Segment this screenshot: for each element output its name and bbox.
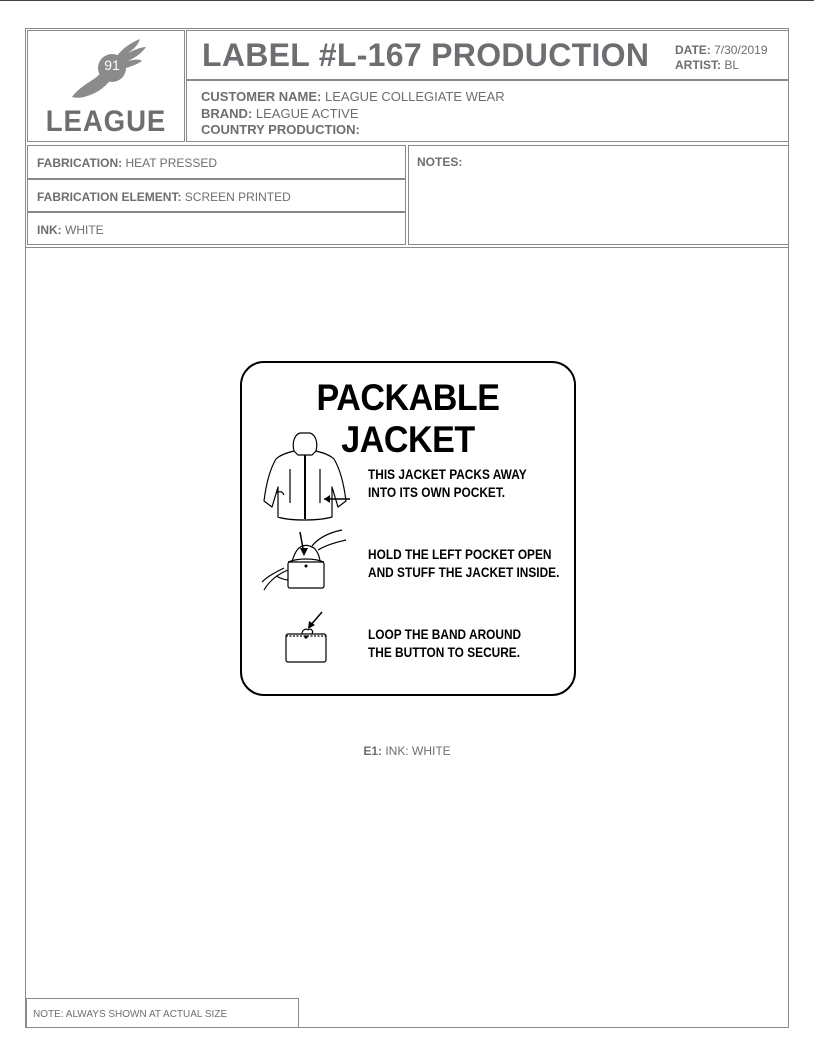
notes-panel — [408, 145, 789, 245]
notes-label: NOTES: — [417, 155, 463, 169]
element-note — [0, 744, 814, 758]
footer-note: NOTE: ALWAYS SHOWN AT ACTUAL SIZE — [33, 1009, 228, 1020]
fabrication-element-label: FABRICATION ELEMENT: — [37, 190, 182, 204]
element-note-value: INK: WHITE — [385, 744, 451, 758]
brand-label: BRAND: — [201, 105, 253, 121]
section-divider — [25, 247, 789, 248]
ink-label: INK: — [37, 223, 62, 237]
element-note-label: E1: — [363, 744, 382, 758]
country-label: COUNTRY PRODUCTION: — [201, 122, 360, 137]
step-1-text — [368, 466, 548, 502]
jacket-icon — [260, 429, 360, 524]
step-1-line-2: INTO ITS OWN POCKET. — [368, 485, 506, 500]
fabrication-row — [27, 145, 406, 179]
brand-value: LEAGUE ACTIVE — [255, 105, 359, 121]
step-2-text — [368, 546, 560, 582]
fabrication-element-row — [27, 179, 406, 212]
pouch-button-icon — [258, 608, 358, 668]
fabrication-element-value: SCREEN PRINTED — [184, 190, 291, 204]
step-1-line-1: THIS JACKET PACKS AWAY — [368, 467, 527, 482]
step-3-line-2: THE BUTTON TO SECURE. — [368, 645, 521, 660]
step-2-line-2: AND STUFF THE JACKET INSIDE. — [368, 565, 560, 580]
date-value: 7/30/2019 — [714, 43, 768, 57]
hands-stuffing-pocket-icon — [258, 528, 358, 608]
customer-name-label: CUSTOMER NAME: — [201, 89, 322, 104]
step-3-text — [368, 626, 548, 662]
logo-panel — [27, 30, 185, 142]
fabrication-value: HEAT PRESSED — [125, 156, 218, 170]
label-artwork — [240, 361, 576, 696]
date-label: DATE: — [675, 43, 711, 57]
artist-label: ARTIST: — [675, 58, 721, 72]
customer-name-value: LEAGUE COLLEGIATE WEAR — [325, 89, 505, 104]
fabrication-label: FABRICATION: — [37, 156, 123, 170]
footer-note-box — [26, 998, 299, 1028]
logo-wordmark: LEAGUE — [45, 105, 167, 138]
customer-panel — [186, 80, 789, 142]
date-artist-block — [675, 43, 768, 73]
artist-value: BL — [724, 58, 740, 72]
ink-value: WHITE — [65, 223, 104, 237]
artwork-title: PACKABLE JACKET — [316, 377, 500, 460]
logo-number: 91 — [104, 57, 120, 73]
page-title: LABEL #L-167 PRODUCTION — [202, 37, 650, 73]
step-3-line-1: LOOP THE BAND AROUND — [368, 627, 522, 642]
step-2-line-1: HOLD THE LEFT POCKET OPEN — [368, 547, 552, 562]
page-top-rule — [0, 0, 814, 1]
ink-row — [27, 212, 406, 245]
title-panel — [186, 30, 789, 80]
